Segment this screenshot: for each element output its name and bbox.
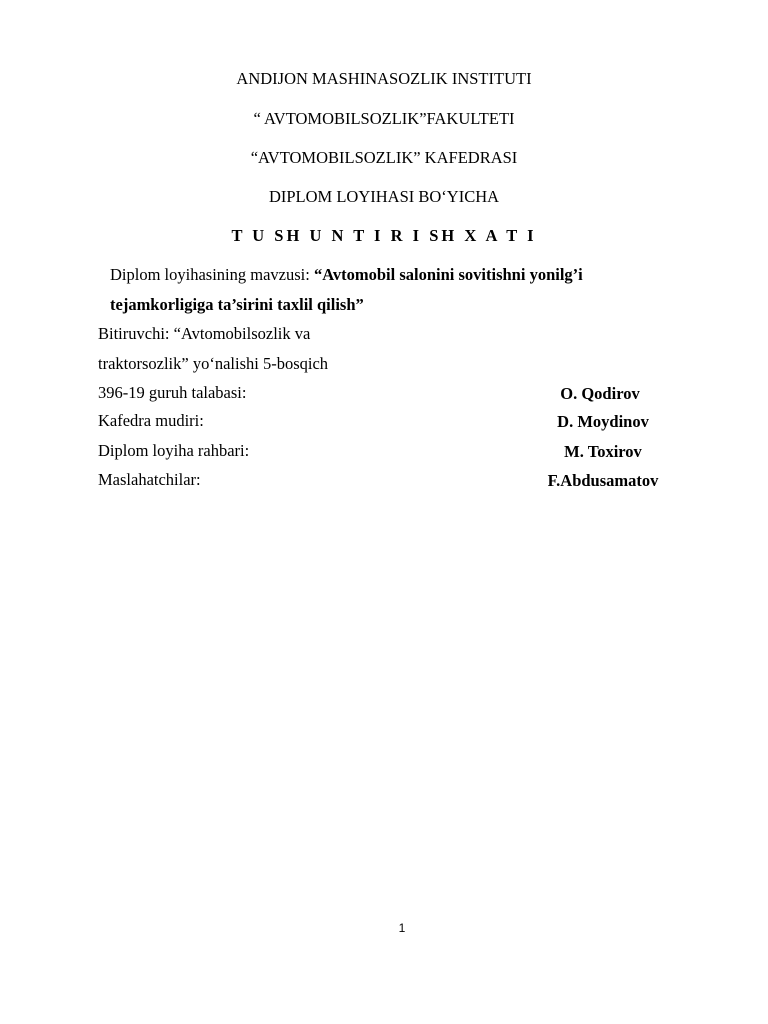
role-label-head: Kafedra mudiri: — [98, 411, 204, 430]
faculty-name: “ AVTOMOBILSOZLIK”FAKULTETI — [253, 109, 515, 128]
role-label-advisors: Maslahatchilar: — [98, 470, 201, 489]
department-name: “AVTOMOBILSOZLIK” KAFEDRASI — [250, 148, 518, 167]
topic-line-1 — [110, 265, 583, 285]
page-number: 1 — [398, 921, 406, 935]
role-name-supervisor: M. Toxirov — [564, 442, 642, 461]
role-label-student: 396-19 guruh talabasi: — [98, 383, 247, 402]
institute-name: ANDIJON MASHINASOZLIK INSTITUTI — [236, 69, 532, 88]
graduate-line-2: traktorsozlik” yo‘nalishi 5-bosqich — [98, 354, 329, 373]
role-label-supervisor: Diplom loyiha rahbari: — [98, 441, 250, 460]
role-name-head: D. Moydinov — [557, 412, 649, 431]
role-name-advisors: F.Abdusamatov — [547, 471, 659, 490]
topic-label: Diplom loyihasining mavzusi: — [110, 265, 314, 284]
topic-title-part1: “Avtomobil salonini sovitishni yonilg’i — [313, 265, 583, 284]
graduate-line-1: Bitiruvchi: “Avtomobilsozlik va — [98, 324, 311, 343]
topic-title-part2: tejamkorligiga ta’sirini taxlil qilish” — [110, 295, 364, 314]
role-name-student: O. Qodirov — [560, 384, 640, 403]
document-title: T U SH U N T I R I SH X A T I — [231, 226, 537, 245]
project-heading: DIPLOM LOYIHASI BO‘YICHA — [268, 187, 500, 206]
